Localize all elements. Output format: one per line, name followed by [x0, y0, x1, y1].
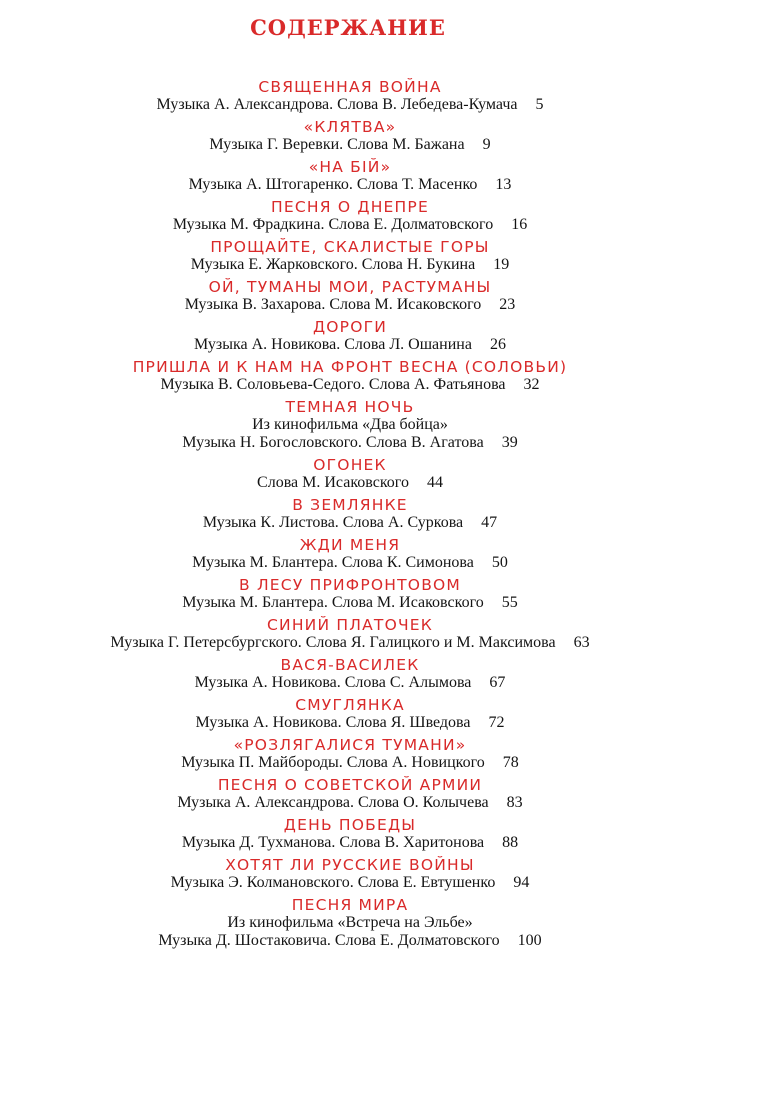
song-credits: Музыка Д. Тухманова. Слова В. Харитонова: [181, 834, 485, 851]
credits-line: [0, 514, 700, 532]
song-title: «РОЗЛЯГАЛИСЯ ТУМАНИ»: [233, 736, 467, 754]
credits-line: [0, 474, 700, 492]
song-credits: Музыка М. Фрадкина. Слова Е. Долматовского: [172, 216, 494, 233]
song-title: ТЕМНАЯ НОЧЬ: [285, 398, 415, 416]
toc-entry: [0, 238, 700, 274]
song-credits: Музыка А. Новикова. Слова Л. Ошанина: [194, 336, 472, 353]
song-title: СМУГЛЯНКА: [295, 696, 405, 714]
song-title: ДЕНЬ ПОБЕДЫ: [283, 816, 417, 834]
credits-line: [0, 834, 700, 852]
song-credits: Музыка М. Блантера. Слова М. Исаковского: [182, 594, 484, 611]
credits-line: [0, 96, 700, 114]
song-credits: Музыка Э. Колмановского. Слова Е. Евтушенко: [170, 874, 496, 891]
credits-line: [0, 714, 700, 732]
toc-entry: [0, 656, 700, 692]
song-credits: Музыка А. Штогаренко. Слова Т. Масенко: [188, 176, 478, 193]
toc-entry: [0, 318, 700, 354]
credits-line: [0, 794, 700, 812]
page-number: 72: [488, 714, 505, 731]
song-credits: Музыка А. Александрова. Слова О. Колычева: [177, 794, 489, 811]
credits-line: [0, 634, 700, 652]
song-title: ХОТЯТ ЛИ РУССКИЕ ВОЙНЫ: [225, 856, 475, 874]
song-title: ПЕСНЯ О СОВЕТСКОЙ АРМИИ: [217, 776, 483, 794]
credits-line: [0, 932, 700, 950]
toc-entry: [0, 576, 700, 612]
page-number: 26: [489, 336, 506, 353]
toc-entry: [0, 856, 700, 892]
credits-line: [0, 554, 700, 572]
page-number: 67: [489, 674, 506, 691]
page-number: 13: [495, 176, 512, 193]
song-title: ПЕСНЯ МИРА: [291, 896, 409, 914]
toc-entry: [0, 398, 700, 452]
toc-entry: [0, 198, 700, 234]
song-title: «КЛЯТВА»: [303, 118, 397, 136]
page-number: 88: [502, 834, 519, 851]
page-number: 94: [513, 874, 530, 891]
page-number: 32: [523, 376, 540, 393]
song-title: ПРОЩАЙТЕ, СКАЛИСТЫЕ ГОРЫ: [210, 238, 490, 256]
page-number: 5: [535, 96, 544, 113]
toc-entry: [0, 736, 700, 772]
song-credits: Музыка А. Новикова. Слова С. Алымова: [194, 674, 472, 691]
credits-line: [0, 376, 700, 394]
toc-entry: [0, 158, 700, 194]
toc-entry: [0, 496, 700, 532]
toc-entry: [0, 896, 700, 950]
toc-entry: [0, 536, 700, 572]
song-credits: Музыка Н. Богословского. Слова В. Агатова: [182, 434, 484, 451]
credits-line: [0, 754, 700, 772]
song-credits: Музыка В. Соловьева-Седого. Слова А. Фатьянова: [160, 376, 506, 393]
song-credits: Музыка М. Блантера. Слова К. Симонова: [192, 554, 474, 571]
song-credits: Музыка А. Александрова. Слова В. Лебедева-Кумача: [156, 96, 518, 113]
page-number: 55: [501, 594, 518, 611]
song-subtitle: Из кинофильма «Два бойца»: [252, 416, 448, 433]
toc-entry: [0, 78, 700, 114]
song-credits: Музыка В. Захарова. Слова М. Исаковского: [184, 296, 482, 313]
toc-entry: [0, 456, 700, 492]
page-title: СОДЕРЖАНИЕ: [250, 15, 446, 40]
credits-line: [0, 434, 700, 452]
credits-line: [0, 256, 700, 274]
credits-line: [0, 674, 700, 692]
page-number: 16: [511, 216, 528, 233]
page-number: 100: [517, 932, 542, 949]
credits-line: [0, 594, 700, 612]
song-title: ОГОНЕК: [313, 456, 387, 474]
song-title: СВЯЩЕННАЯ ВОЙНА: [258, 78, 442, 96]
toc-entry: [0, 696, 700, 732]
song-credits: Музыка Г. Петерсбургского. Слова Я. Галицкого и М. Максимова: [110, 634, 556, 651]
page-number: 47: [481, 514, 498, 531]
page-number: 19: [493, 256, 510, 273]
toc-entry: [0, 816, 700, 852]
song-title: ВАСЯ-ВАСИЛЕК: [280, 656, 420, 674]
song-title: «НА БІЙ»: [308, 158, 392, 176]
page-number: 63: [573, 634, 590, 651]
toc-entry: [0, 616, 700, 652]
song-title: ПРИШЛА И К НАМ НА ФРОНТ ВЕСНА (СОЛОВЬИ): [132, 358, 568, 376]
song-title: ЖДИ МЕНЯ: [299, 536, 401, 554]
song-title: ДОРОГИ: [312, 318, 388, 336]
song-title: ОЙ, ТУМАНЫ МОИ, РАСТУМАНЫ: [208, 278, 492, 296]
credits-line: [0, 136, 700, 154]
table-of-contents: [0, 78, 700, 954]
page-number: 83: [506, 794, 523, 811]
song-credits: Музыка Д. Шостаковича. Слова Е. Долматовского: [158, 932, 500, 949]
song-credits: Музыка П. Майбороды. Слова А. Новицкого: [181, 754, 485, 771]
page-number: 9: [482, 136, 491, 153]
song-credits: Слова М. Исаковского: [257, 474, 409, 491]
song-title: ПЕСНЯ О ДНЕПРЕ: [271, 198, 429, 216]
song-credits: Музыка Е. Жарковского. Слова Н. Букина: [190, 256, 476, 273]
song-credits: Музыка К. Листова. Слова А. Суркова: [202, 514, 464, 531]
toc-entry: [0, 776, 700, 812]
credits-line: [0, 336, 700, 354]
credits-line: [0, 176, 700, 194]
song-subtitle: Из кинофильма «Встреча на Эльбе»: [227, 914, 473, 931]
song-title: СИНИЙ ПЛАТОЧЕК: [267, 616, 433, 634]
toc-entry: [0, 278, 700, 314]
page-number: 39: [501, 434, 518, 451]
song-credits: Музыка Г. Веревки. Слова М. Бажана: [209, 136, 465, 153]
credits-line: [0, 296, 700, 314]
credits-line: [0, 216, 700, 234]
toc-entry: [0, 118, 700, 154]
song-title: В ЛЕСУ ПРИФРОНТОВОМ: [238, 576, 462, 594]
page-number: 50: [491, 554, 508, 571]
song-title: В ЗЕМЛЯНКЕ: [292, 496, 408, 514]
credits-line: [0, 874, 700, 892]
toc-entry: [0, 358, 700, 394]
page-number: 23: [499, 296, 516, 313]
page-number: 44: [426, 474, 443, 491]
song-credits: Музыка А. Новикова. Слова Я. Шведова: [195, 714, 471, 731]
page-number: 78: [502, 754, 519, 771]
